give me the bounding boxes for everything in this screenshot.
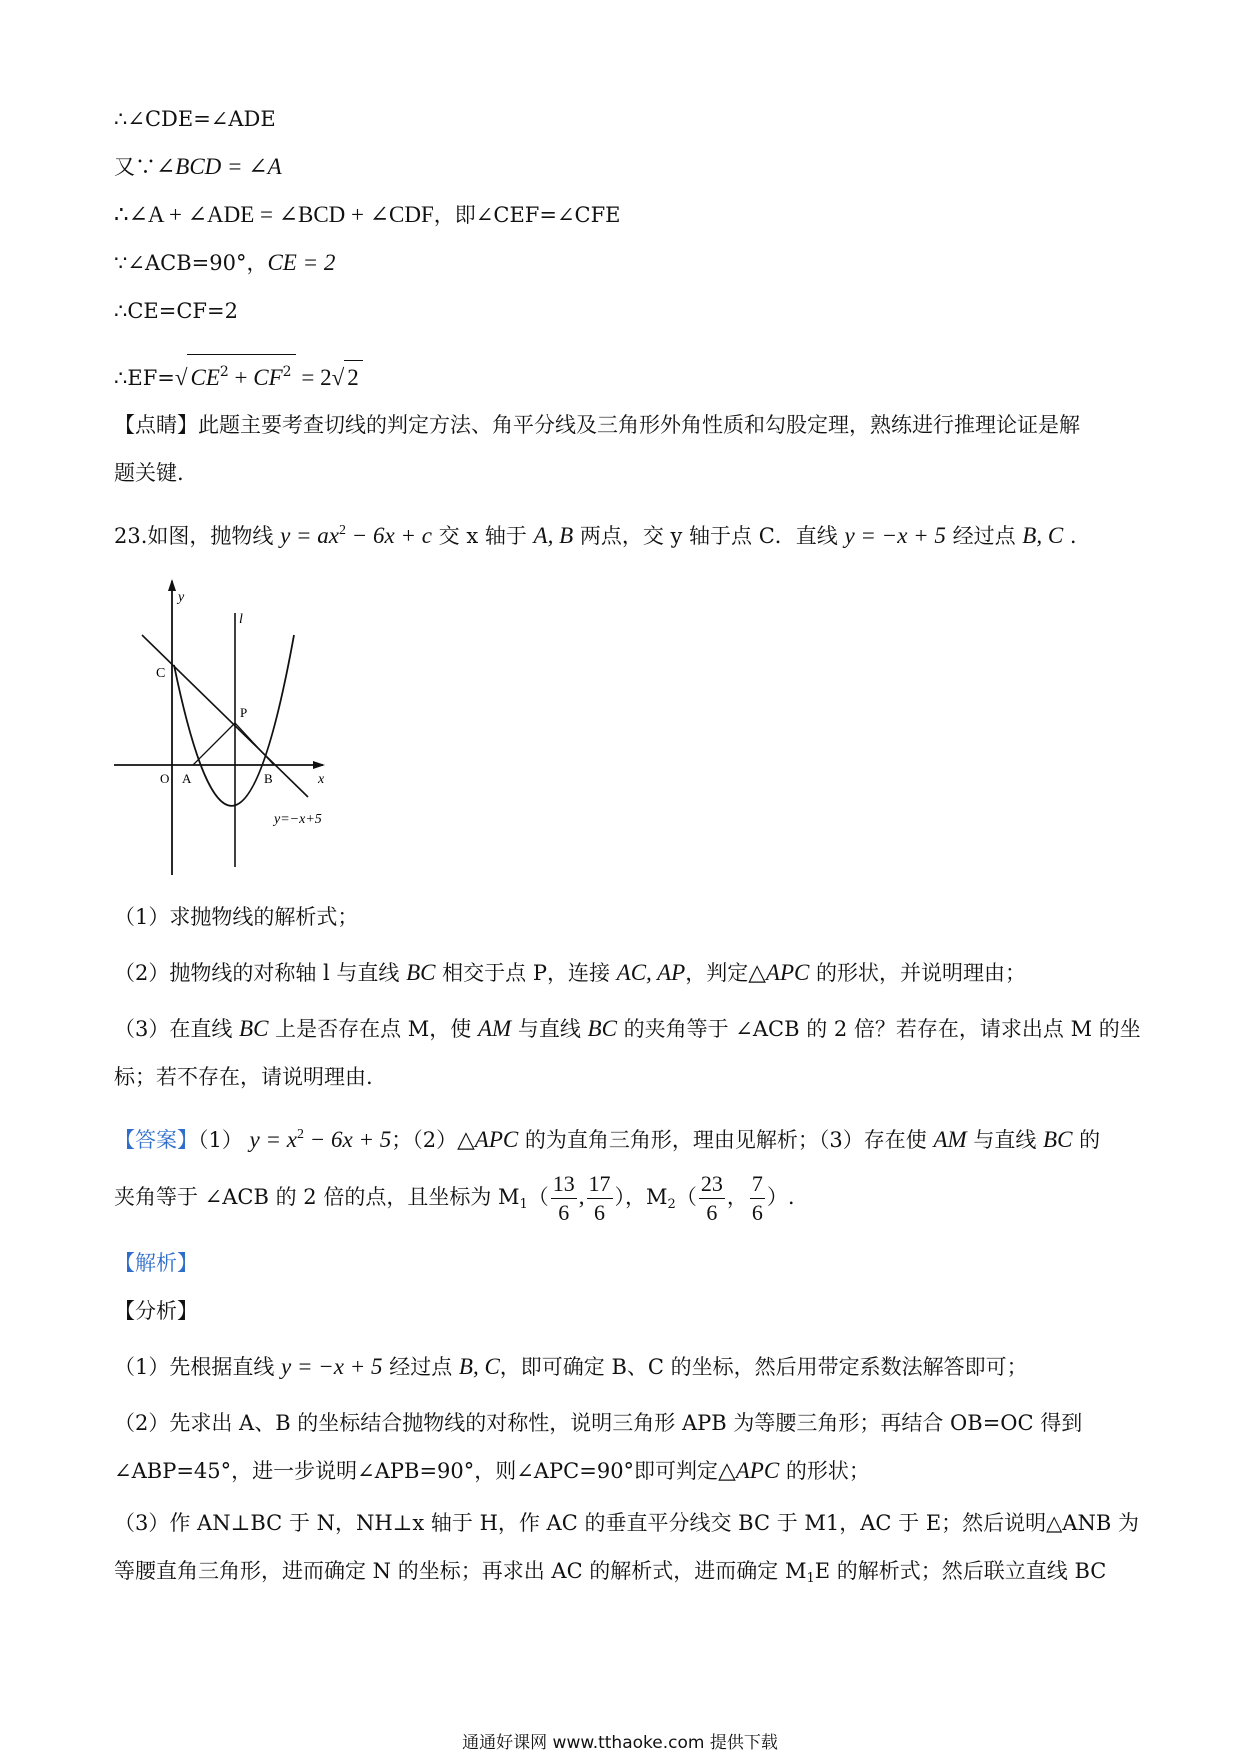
problem-stem: 23.如图，抛物线 $y = ax^2 - 6x + c$ 交 x 轴于 A, B 两点，交 y 轴于点 C．直线 y = −x + 5 经过点 B, C .: [114, 523, 1077, 548]
proof-line-6: ∴EF=√ $CE^2 + CF^2 = 2√$ 2: [114, 354, 363, 393]
question-3-line-2: 标；若不存在，请说明理由.: [114, 1065, 373, 1089]
point-p-label: P: [240, 705, 248, 720]
x-axis-arrow: [313, 761, 325, 769]
point-b-label: B: [264, 771, 273, 786]
analysis-1: （1）先根据直线 y = −x + 5 经过点 B, C，即可确定 B、C 的坐标，然后用带定系数法解答即可；: [114, 1354, 1028, 1379]
fraction: $\frac{23}{6}$: [700, 1171, 723, 1225]
page-footer: 通通好课网 www.tthaoke.com 提供下载: [462, 1733, 778, 1753]
y-axis-arrow: [168, 579, 176, 591]
analysis-3-line-1: （3）作 AN⊥BC 于 N，NH⊥x 轴于 H，作 AC 的垂直平分线交 BC 于 M1，AC 于 E；然后说明△ANB 为: [114, 1511, 1139, 1535]
fraction: $\frac{13}{6}$: [552, 1171, 575, 1225]
l-label: l: [239, 612, 243, 627]
proof-line-3: ∴∠A + ∠ADE = ∠BCD + ∠CDF，即∠CEF=∠CFE: [114, 202, 621, 227]
parabola-figure: [108, 575, 378, 885]
dianjing-line-2: 题关键.: [114, 461, 184, 485]
segment-ap: [193, 723, 235, 765]
analysis-2-line-1: （2）先求出 A、B 的坐标结合抛物线的对称性，说明三角形 APB 为等腰三角形；再结合 OB=OC 得到: [114, 1411, 1083, 1435]
analysis-3-line-2: 等腰直角三角形，进而确定 N 的坐标；再求出 AC 的解析式，进而确定 $M_1E$ 的解析式；然后联立直线 BC: [114, 1559, 1107, 1586]
proof-line-5: ∴CE=CF=2: [114, 299, 238, 323]
answer-label: 【答案】: [114, 1128, 198, 1152]
line-equation-label: y=−x+5: [274, 812, 322, 827]
dianjing-line-1: 【点睛】此题主要考查切线的判定方法、角平分线及三角形外角性质和勾股定理，熟练进行推理论证是解: [114, 413, 1080, 437]
segment-pb: [235, 723, 274, 765]
x-axis-label: x: [318, 772, 325, 787]
question-2: （2）抛物线的对称轴 l 与直线 BC 相交于点 P，连接 AC, AP，判定△APC 的形状，并说明理由；: [114, 960, 1027, 985]
point-a-label: A: [182, 771, 192, 786]
question-1: （1）求抛物线的解析式；: [114, 905, 359, 929]
proof-line-2: 又∵∠BCD = ∠A: [114, 154, 282, 179]
fenxi-label: 【分析】: [114, 1299, 198, 1323]
proof-line-1: ∴∠CDE=∠ADE: [114, 107, 276, 131]
question-3-line-1: （3）在直线 BC 上是否存在点 M，使 AM 与直线 BC 的夹角等于 ∠ACB 的 2 倍？若存在，请求出点 M 的坐: [114, 1016, 1141, 1041]
fraction: $\frac{7}{6}$: [751, 1171, 763, 1225]
y-axis-label: y: [178, 590, 185, 605]
jiexi-label: 【解析】: [114, 1251, 198, 1275]
point-c-label: C: [156, 666, 166, 681]
analysis-2-line-2: ∠ABP=45°，进一步说明∠APB=90°，则∠APC=90°即可判定△APC 的形状；: [114, 1458, 870, 1483]
point-o-label: O: [160, 771, 170, 786]
sqrt-expression: √ $CE^2 + CF^2$: [175, 354, 296, 393]
answer-line-1: 【答案】（1） $y = x^2 - 6x + 5$；（2）△APC 的为直角三角形，理由见解析；（3）存在使 AM 与直线 BC 的: [114, 1127, 1101, 1152]
parabola-curve: [174, 635, 294, 806]
answer-line-2: 夹角等于 ∠ACB 的 2 倍的点，且坐标为 $M_1$（ $\frac{13}{6}$ , $\frac{17}{6}$ ），$M_2$（ $\frac{23}{6}$ ， $\frac{7}{6}$ ）.: [114, 1171, 795, 1225]
fraction: $\frac{17}{6}$: [588, 1171, 611, 1225]
dianjing-label: 【点睛】: [114, 413, 198, 437]
proof-line-4: ∵∠ACB=90°，CE = 2: [114, 250, 336, 275]
